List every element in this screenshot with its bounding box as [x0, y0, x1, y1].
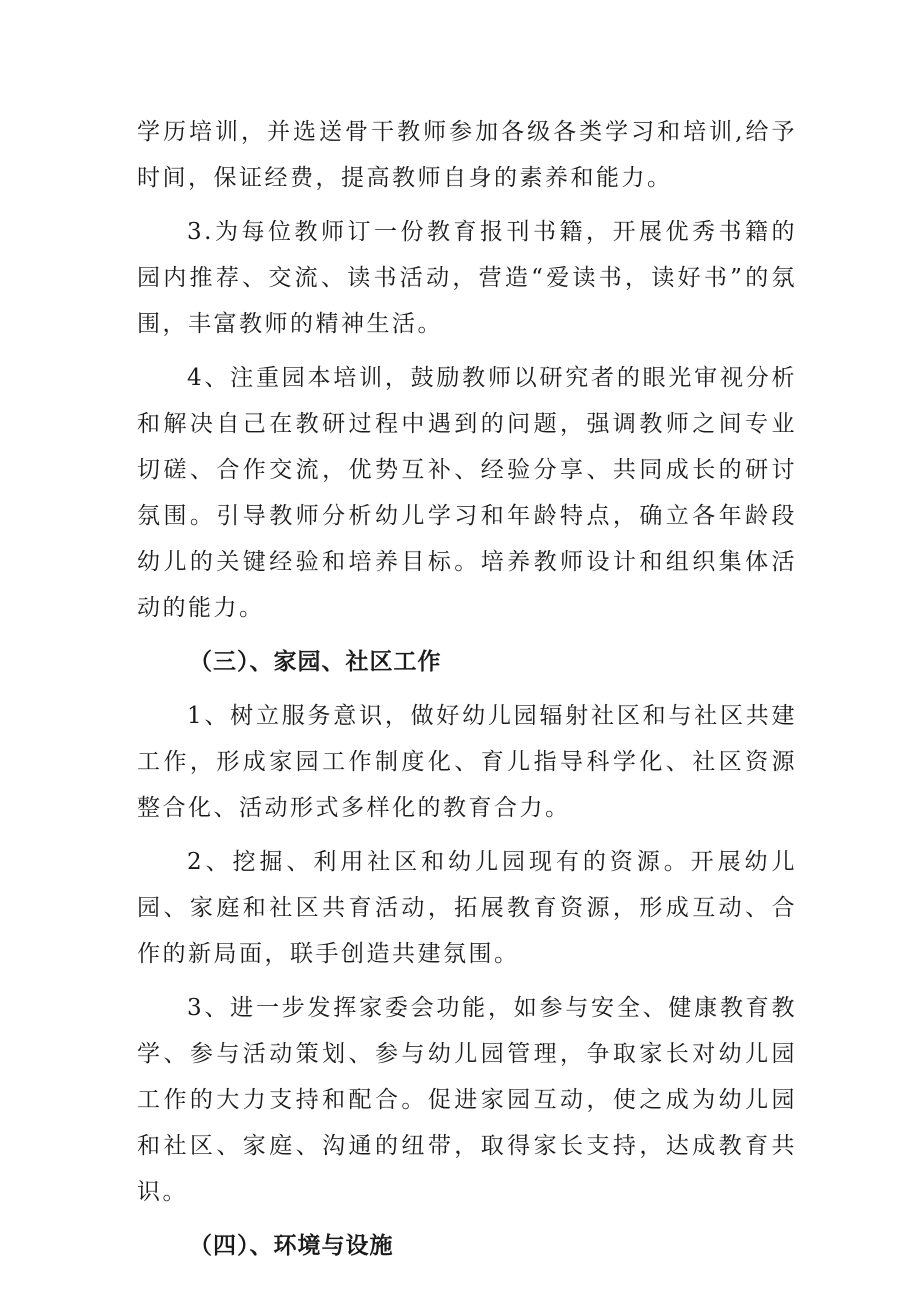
paragraph-community-3: 3、进一步发挥家委会功能，如参与安全、健康教育教学、参与活动策划、参与幼儿园管理，争取家长对幼儿园工作的大力支持和配合。促进家园互动，使之成为幼儿园和社区、家庭、沟通的纽带，取得家长支持，达成教育共识。 [137, 995, 797, 1205]
paragraph-item-3-reading: 3.为每位教师订一份教育报刊书籍，开展优秀书籍的园内推荐、交流、读书活动，营造“爱读书，读好书”的氛围，丰富教师的精神生活。 [137, 219, 797, 337]
document-body [137, 109, 797, 1277]
paragraph-community-2: 2、挖掘、利用社区和幼儿园现有的资源。开展幼儿园、家庭和社区共育活动，拓展教育资源，形成互动、合作的新局面，联手创造共建氛围。 [137, 849, 797, 967]
section-heading-home-community: （三）、家园、社区工作 [189, 649, 442, 675]
section-heading-environment: （四）、环境与设施 [189, 1233, 394, 1259]
paragraph-training-continued: 学历培训，并选送骨干教师参加各级各类学习和培训,给予时间，保证经费，提高教师自身的素养和能力。 [137, 119, 797, 191]
paragraph-item-4-school-training: 4、注重园本培训，鼓励教师以研究者的眼光审视分析和解决自己在教研过程中遇到的问题，强调教师之间专业切磋、合作交流，优势互补、经验分享、共同成长的研讨氛围。引导教师分析幼儿学习和年龄特点，确立各年龄段幼儿的关键经验和培养目标。培养教师设计和组织集体活动的能力。 [137, 365, 797, 621]
paragraph-community-1: 1、树立服务意识，做好幼儿园辐射社区和与社区共建工作，形成家园工作制度化、育儿指导科学化、社区资源整合化、活动形式多样化的教育合力。 [137, 703, 797, 821]
